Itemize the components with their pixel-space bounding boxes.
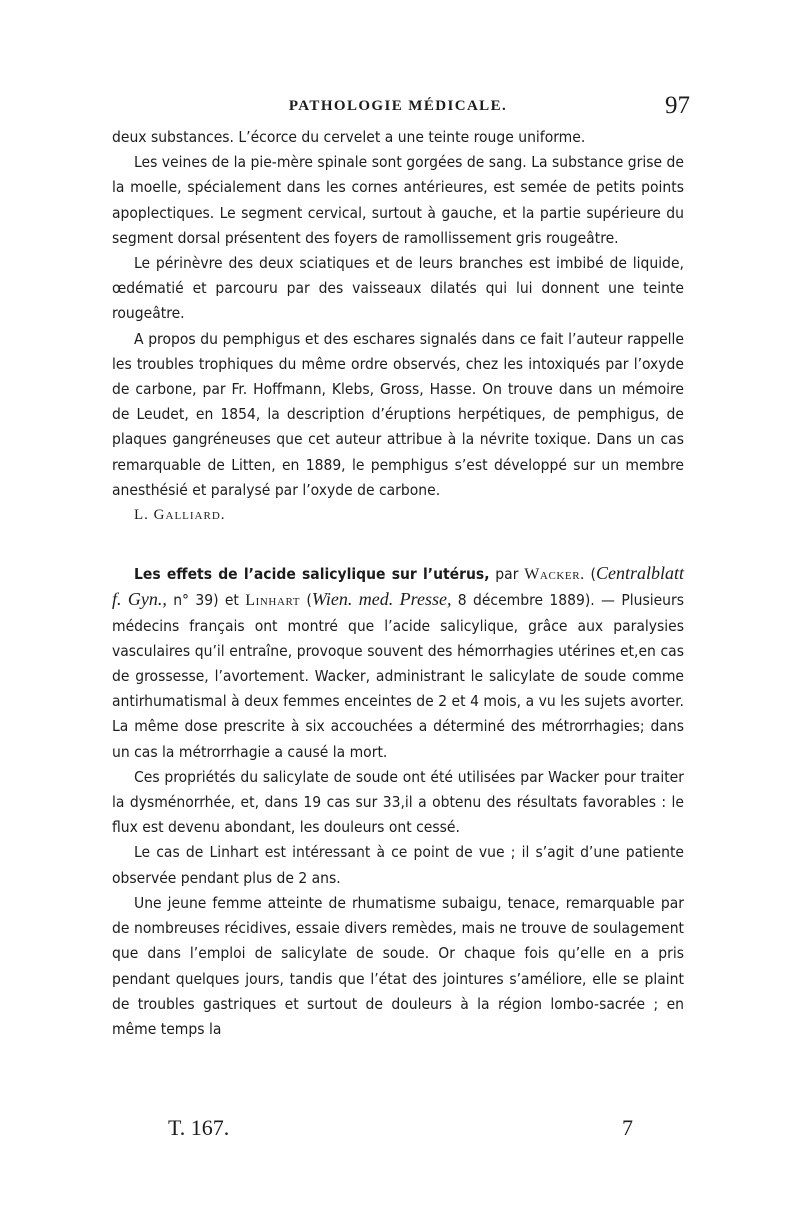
source2-open: ( — [300, 591, 312, 610]
running-header — [112, 92, 690, 124]
article-intro-text: 8 décembre 1889). — Plusieurs médecins français ont montré que l’acide salicylique, grâce aux paralysies vasculaires qu’il entraîne, provoque souvent des hémorrhagies utérines et,en cas de grossesse, l’avortement. Wacker, administrant le salicylate de soude comme antirhumatismal à deux femmes enceintes de 2 et 4 mois, a vu les sujets avorter. La même dose prescrite à six accouchées a déterminé des métrorrhagies; dans un cas la métrorrhagie a causé la mort. — [112, 591, 684, 761]
source1-open: ( — [584, 565, 596, 584]
source1-rest: n° 39) et — [166, 591, 246, 610]
author-signature: L. Galliard. — [134, 507, 226, 524]
header-title: PATHOLOGIE MÉDICALE. — [288, 98, 508, 114]
page-body — [112, 125, 684, 1042]
paragraph: deux substances. L’écorce du cervelet a une teinte rouge uniforme. — [112, 128, 586, 146]
page-number: 97 — [665, 92, 690, 119]
signature-mark: 7 — [622, 1115, 633, 1140]
paragraph: A propos du pemphigus et des eschares signalés dans ce fait l’auteur rappelle les troubles trophiques du même ordre observés, chez les intoxiqués par l’oxyde de carbone, par Fr. Hoffmann, Klebs, Gross, Hasse. On trouve dans un mémoire de Leudet, en 1854, la description d’éruptions herpétiques, de pemphigus, de plaques gangréneuses que cet auteur attribue à la névrite toxique. Dans un cas remarquable de Litten, en 1889, le pemphigus s’est développé sur un membre anesthésié et paralysé par l’oxyde de carbone. — [112, 329, 684, 499]
article-source-1: Centralblatt f. Gyn., — [112, 563, 685, 610]
paragraph: Le périnèvre des deux sciatiques et de leurs branches est imbibé de liquide, œdématié et parcouru par des vaisseaux dilatés qui lui donnent une teinte rougeâtre. — [112, 254, 684, 323]
article-title: Les effets de l’acide salicylique sur l’utérus, — [134, 565, 490, 584]
page-footer — [118, 1115, 638, 1145]
article-author-2: Linhart — [245, 592, 301, 610]
paragraph: Ces propriétés du salicylate de soude ont été utilisées par Wacker pour traiter la dysménorrhée, et, dans 19 cas sur 33,il a obtenu des résultats favorables : le flux est devenu abondant, les douleurs ont cessé. — [112, 767, 684, 837]
article-heading-paragraph — [112, 561, 684, 765]
article-source-2: Wien. med. Presse, — [311, 589, 452, 610]
section-gap — [112, 528, 684, 561]
paragraph: Les veines de la pie-mère spinale sont gorgées de sang. La substance grise de la moelle, spécialement dans les cornes antérieures, est semée de petits points apoplectiques. Le segment cervical, surtout à gauche, et la partie supérieure du segment dorsal présentent des foyers de ramollissement gris rougeâtre. — [112, 153, 684, 247]
article-by: par — [489, 565, 525, 584]
paragraph: Une jeune femme atteinte de rhumatisme subaigu, tenace, remarquable par de nombreuses récidives, essaie divers remèdes, mais ne trouve de soulagement que dans l’emploi de salicylate de soude. Or chaque fois qu’elle en a pris pendant quelques jours, tandis que l’état des jointures s’améliore, elle se plaint de troubles gastriques et surtout de douleurs à la région lombo-sacrée ; en même temps la — [112, 893, 684, 1038]
paragraph: Le cas de Linhart est intéressant à ce point de vue ; il s’agit d’une patiente observée pendant plus de 2 ans. — [112, 843, 684, 887]
article-author-1: Wacker. — [524, 566, 585, 584]
volume-number: T. 167. — [168, 1115, 230, 1140]
